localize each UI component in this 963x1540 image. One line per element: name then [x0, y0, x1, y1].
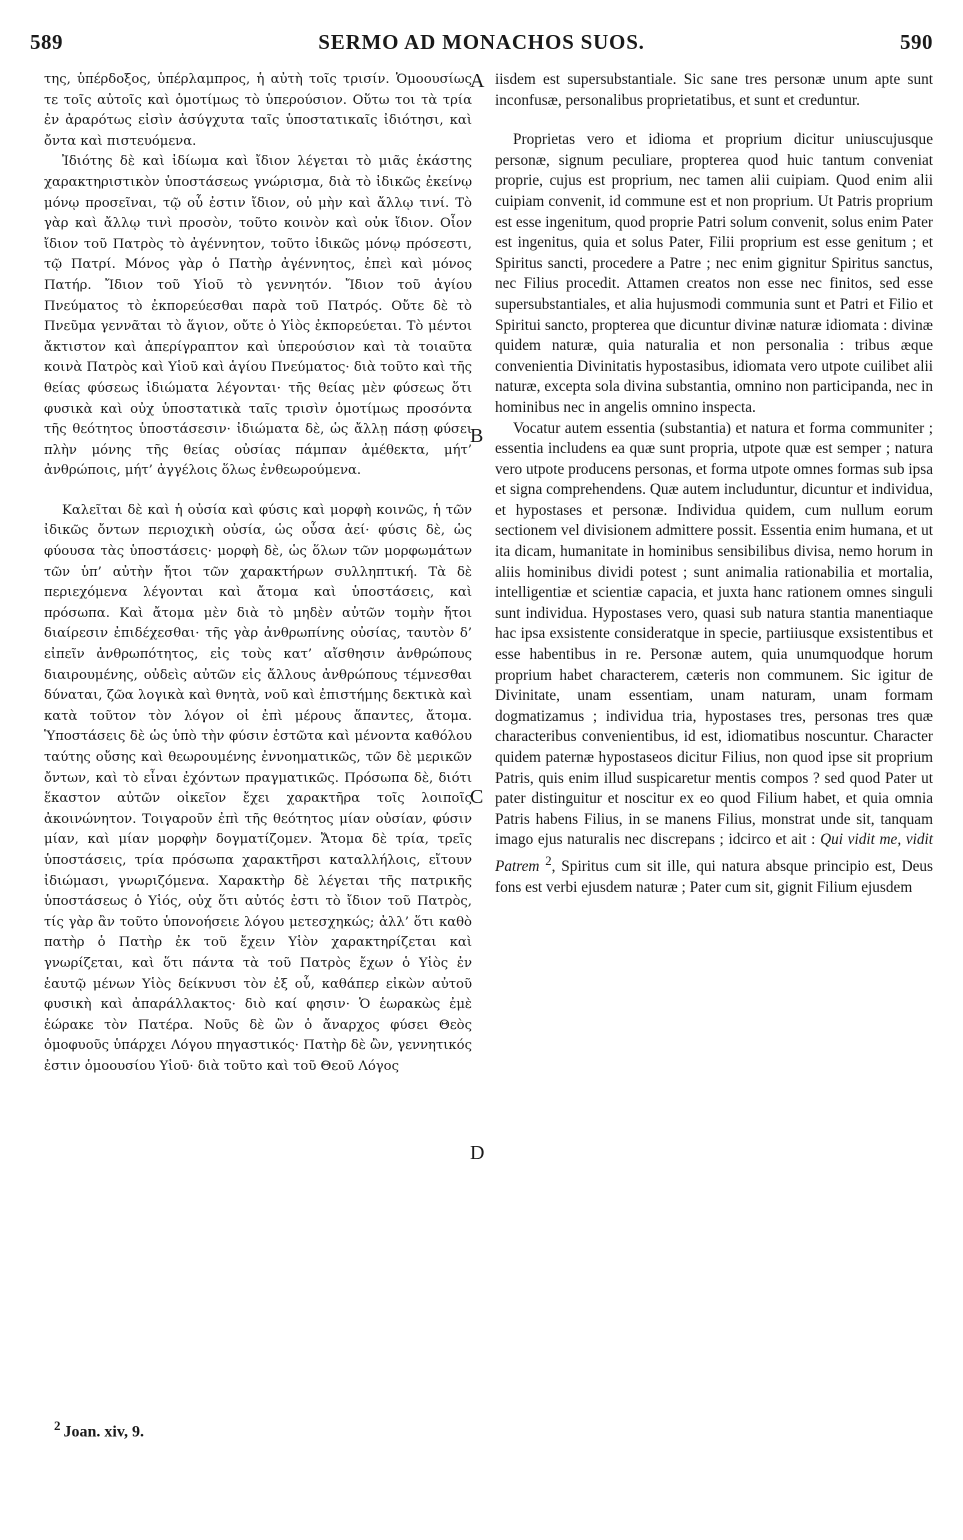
- footnote-text: Joan. xiv, 9.: [63, 1423, 144, 1441]
- latin-paragraph-text: , Spiritus cum sit ille, qui natura absque principio est, Deus fons est verbi ejusdem naturæ ; Pater cum sit, gignit Filium ejusdem: [495, 858, 934, 896]
- footnote-reference: 2: [545, 853, 552, 868]
- greek-column: [44, 70, 472, 1078]
- paragraph-gap: [495, 111, 933, 130]
- margin-marker-d: D: [470, 1142, 485, 1164]
- footnote-mark: 2: [54, 1418, 61, 1433]
- scripture-quote: Qui vidit me, vidit Patrem: [495, 831, 934, 876]
- paragraph-gap: [44, 482, 472, 501]
- footnote: [54, 1418, 144, 1441]
- latin-paragraph: [495, 419, 933, 899]
- page-number-right: 590: [900, 30, 933, 54]
- margin-marker-b: B: [470, 425, 484, 447]
- page-number-left: 589: [30, 30, 63, 54]
- latin-paragraph-text: Vocatur autem essentia (substantia) et natura et forma communiter ; essentia includens ea quæ sunt propria, utpote quæ est semper ; natura vero utpote producens personas, et forma utpote omnes formas sub ipsa et signa comprehendens. Quæ autem includuntur, dicuntur et individua, et hypostases et personæ. Individua quidem, cum nullum eorum sectionem vel divisionem admittere possit. Essentia enim humana, et ut ita dicam, humanitate in hominibus sensibilibus divisa, nemo horum in aliis hominibus dividi potest ; sunt animalia rationabilia et mortalia, intelligentiæ et scientiæ capacia, et juxta hanc rationem omnes singuli sunt individua. Hypostases vero, quasi sub natura stantia manentiaque hac ipsa exsistente consideratque in specie, partiiusque exsistentibus et esse habentibus in re. Personæ autem, quia unumquodque horum proprium habet characterem, cæteris non communem. Sic igitur de Divinitate, unam essentiam, unam naturam, unam formam dogmatizamus ; individua tria, hypostases tres, personas tres quæ characteribus convenientibus, id est, idiomatibus noscuntur. Character quidem paternæ hypostaseos dicitur Filius, non quod ipse sit proprium Patris, quis enim illud suspicaretur mentis compos ? sed quod Pater ut pater distinguitur et noscitur ex eo quod Filium habet, et quia omnia Patris habens Filius, in se manens Filius, monstrat unde sit, tanquam imago ejus naturalis nec discrepans ; idcirco et ait :: [495, 419, 933, 849]
- greek-paragraph: της, ὑπέρδοξος, ὑπέρλαμπρος, ἡ αὐτὴ τοῖς τρισίν. Ὁμοουσίως τε τοῖς αὐτοῖς καὶ ὁμοτίμως τὸ ὑπερούσιον. Οὕτω τοι τὰ τρία ἐν ἀραρότως εἰσὶν ἀσύγχυτα ταῖς ὑποστατικαῖς ἰδιότησι, καὶ ὄντα καὶ πιστευόμενα.: [44, 72, 472, 149]
- latin-paragraph: iisdem est supersubstantiale. Sic sane tres personæ unum apte sunt inconfusæ, personalibus proprietatibus, et sunt et creduntur.: [495, 71, 933, 109]
- greek-paragraph: Ἰδιότης δὲ καὶ ἰδίωμα καὶ ἴδιον λέγεται τὸ μιᾶς ἑκάστης χαρακτηριστικὸν ὑποστάσεως γνώρισμα, διὰ τὸ ἰδικῶς ἐκείνῳ μόνῳ προσεῖναι, τῷ οὗ ἐστιν ἴδιον, οὐ μὴν καὶ ἄλλῳ τινί. Τὸ γὰρ καὶ ἄλλῳ τινὶ προσὸν, τοῦτο κοινὸν καὶ οὐκ ἴδιον. Οἷον ἴδιον τοῦ Πατρὸς τὸ ἀγέννητον, τοῦτο ἰδικῶς μόνῳ πρόσεστι, τῷ Πατρί. Μόνος γὰρ ὁ Πατὴρ ἀγέννητος, ἐπεὶ καὶ μόνος Πατήρ. Ἴδιον τοῦ Υἱοῦ τὸ γεννητόν. Ἴδιον τοῦ ἁγίου Πνεύματος τὸ ἐκπορεύεσθαι παρὰ τοῦ Πατρός. Οὔτε δὲ τὸ Πνεῦμα γεννᾶται τὸ ἅγιον, οὔτε ὁ Υἱὸς ἐκπορεύεται. Τὸ μέντοι ἄκτιστον καὶ ἀπερίγραπτον καὶ ὑπερούσιον καὶ τὰ τοιαῦτα κοινὰ Πατρὸς καὶ Υἱοῦ καὶ ἁγίου Πνεύματος· διὰ τοῦτο καὶ τῆς θείας φύσεως ἰδιώματα λέγονται· τῆς θείας μὲν φύσεως ὅτι φυσικὰ καὶ οὐχ ὑποστατικὰ ταῖς τρισὶν ὁμοτίμως προσόντα τῆς θεότητος ὑποστάσεσιν· ἰδιώματα δὲ, ὡς ἄλλῃ πάσῃ φύσει πλὴν μόνης τῆς θείας οὐσίας πάμπαν ἀμέθεκτα, μήτ’ ἀνθρώποις, μήτ’ ἀγγέλοις ὅλως ἐνθεωρούμενα.: [44, 154, 472, 479]
- margin-marker-c: C: [470, 786, 484, 808]
- page-header: [30, 22, 933, 62]
- latin-column: [495, 70, 933, 898]
- margin-marker-a: A: [470, 70, 485, 92]
- running-title: SERMO AD MONACHOS SUOS.: [318, 30, 645, 54]
- latin-paragraph: Proprietas vero et idioma et proprium dicitur uniuscujusque personæ, signum peculiare, propterea quod huic tantum conveniat proprie, cujus est proprium, nec tamen alii cuipiam. Quod enim alii cuipiam convenit, id commune est et non proprium. Ut Patris proprium est esse ingenitum, quod proprie Patri solum convenit, solus enim Pater est ingenitus, quia et solus Pater, Filii proprium est esse genitum ; et Spiritus sancti, procedere a Patre ; nec enim gignitur Spiritus sanctus, nec Filius procedit. Attamen creatos non esse nec finitos, sed esse supersubstantiales, et alia hujusmodi communia sunt et Patri et Filio et Spiritui sancto, propterea que dicuntur divinæ naturæ idiomata : divinæ quidem naturæ, quia naturalia et non personalia : tribus æque convenientia Divinitatis hypostasibus, idiomata vero utpote cuilibet alii naturæ, excepta sola divina substantia, omnino non participanda, nec in hominibus nec in angelis omnino inspecta.: [495, 131, 933, 416]
- greek-paragraph: Καλεῖται δὲ καὶ ἡ οὐσία καὶ φύσις καὶ μορφὴ κοινῶς, ἡ τῶν ἰδικῶς ὄντων περιοχικὴ οὐσία, ὡς οὖσα ἀεί· φύσις δὲ, ὡς φύουσα τὰς ὑποστάσεις· μορφὴ δὲ, ὡς ὅλων τῶν μορφωμάτων τῶν ὑπ’ αὐτὴν ἤτοι τῶν χαρακτήρων συλληπτική. Τὰ δὲ περιεχόμενα λέγονται καὶ ἄτομα καὶ ὑποστάσεις, καὶ πρόσωπα. Καὶ ἄτομα μὲν διὰ τὸ μηδὲν αὐτῶν τομὴν ἤτοι διαίρεσιν ἐπιδέχεσθαι· τῆς γὰρ ἀνθρωπίνης οὐσίας, ταυτὸν δ’ εἰπεῖν ἀνθρωπότητος, εἰς τοὺς κατ’ αἴσθησιν ἀνθρώπους διαιρουμένης, οὐδεὶς αὐτῶν εἰς ἄλλους ἀνθρώπους τέμνεσθαι δύναται, ζῶα λογικὰ καὶ θνητὰ, νοῦ καὶ ἐπιστήμης δεκτικὰ καὶ κατὰ τοῦτον τὸν λόγον οἱ ἐπὶ μέρους ἅπαντες, ἄτομα. Ὑποστάσεις δὲ ὡς ὑπὸ τὴν φύσιν ἑστῶτα καὶ μένοντα καθόλου ταύτης οὔσης καὶ θεωρουμένης ἐννοηματικῶς, τῶν δὲ μερικῶν ὄντων, καὶ τὸ εἶναι ἐχόντων πραγματικῶς. Πρόσωπα δὲ, διότι ἕκαστον αὐτῶν οἰκεῖον ἔχει χαρακτῆρα τοῖς λοιποῖς ἀκοινώνητον. Τοιγαροῦν ἐπὶ τῆς θεότητος μίαν οὐσίαν, φύσιν μίαν, καὶ μίαν μορφὴν δογματίζομεν. Ἄτομα δὲ τρία, τρεῖς ὑποστάσεις, τρία πρόσωπα χαρακτῆρσι καταλλήλοις, εἴτουν ἰδιώμασι, γνωριζόμενα. Χαρακτὴρ δὲ λέγεται τῆς πατρικῆς ὑποστάσεως ὁ Υἱός, οὐχ ὅτι αὐτός ἐστι τὸ ἴδιον τοῦ Πατρὸς, τίς γὰρ ἂν τοῦτο ὑπονοήσειε λόγου μετεσχηκώς; ἀλλ’ ὅτι καθὸ πατὴρ ὁ Πατὴρ ἐκ τοῦ ἔχειν Υἱὸν χαρακτηρίζεται καὶ γνωρίζεται, καὶ ὅτι πάντα τὰ τοῦ Πατρὸς ἔχων ὁ Υἱὸς ἐν ἑαυτῷ μένων Υἱὸς δείκνυσι τὸν ἐξ οὗ, καθάπερ εἰκὼν αὐτοῦ φυσικὴ καὶ ἀπαράλλακτος· διὸ καί φησιν· Ὁ ἑωρακὼς ἐμὲ ἑώρακε τὸν Πατέρα. Νοῦς δὲ ὢν ὁ ἄναρχος φύσει Θεὸς ὁμοφυοῦς ὑπάρχει Λόγου πηγαστικός· Πατὴρ δὲ ὢν, γεννητικός ἐστιν ὁμοουσίου Υἱοῦ· διὰ τοῦτο καὶ τοῦ Θεοῦ Λόγος: [44, 502, 472, 1074]
